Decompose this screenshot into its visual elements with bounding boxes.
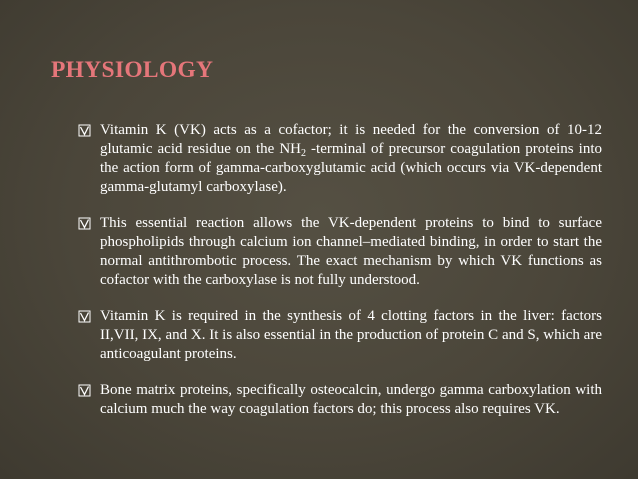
bullet-text-before: Vitamin K (VK) acts as a cofactor; it is needed for the conversion of 10-12 glutamic acid residue on the NH (100, 122, 602, 157)
x-box-bullet-icon (78, 217, 91, 230)
bullet-text: This essential reaction allows the VK-dependent proteins to bind to surface phospholipids through calcium ion channel–mediated binding, in order to start the normal antithrombotic process. The exact mechanism by which VK functions as cofactor with the carboxylase is not fully understood. (100, 215, 602, 288)
bullet-text: Vitamin K is required in the synthesis of 4 clotting factors in the liver: factors II,VII, IX, and X. It is also essential in the production of protein C and S, which are anticoagulant proteins. (100, 308, 602, 362)
bullet-text-after: -terminal of precursor coagulation proteins into the action form of gamma-carboxyglutamic acid (which occurs via VK-dependent gamma-glutamyl carboxylase). (100, 141, 603, 195)
bullet-text: Bone matrix proteins, specifically osteocalcin, undergo gamma carboxylation with calcium much the way coagulation factors do; this process also requires VK. (100, 382, 602, 417)
bullet-item-vk-cofactor (78, 121, 602, 197)
bullet-list (78, 121, 602, 436)
slide-title: PHYSIOLOGY (51, 57, 214, 83)
bullet-item-clotting-factors (78, 307, 602, 364)
x-box-bullet-icon (78, 384, 91, 397)
bullet-item-essential-reaction (78, 214, 602, 290)
x-box-bullet-icon (78, 310, 91, 323)
bullet-item-bone-matrix (78, 381, 602, 419)
x-box-bullet-icon (78, 124, 91, 137)
subscript-2: 2 (301, 148, 306, 159)
bullet-text (100, 121, 602, 197)
